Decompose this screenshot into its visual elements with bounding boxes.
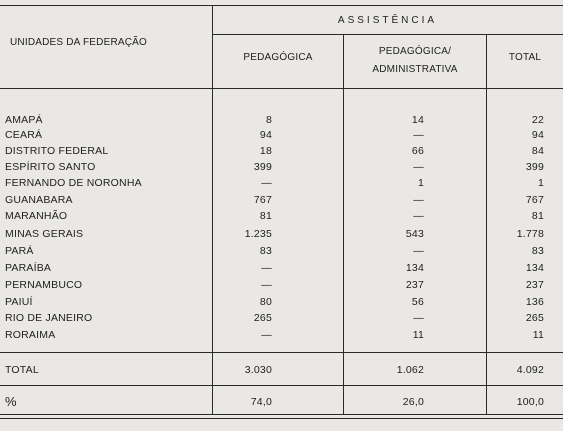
cell-pedagogica: — bbox=[261, 262, 272, 274]
percent-pedagogica-adm: 26,0 bbox=[402, 396, 424, 408]
cell-pedagogica: 18 bbox=[259, 145, 272, 157]
cell-pedagogica-adm: 11 bbox=[412, 329, 424, 341]
cell-pedagogica: 83 bbox=[259, 245, 272, 257]
cell-pedagogica: — bbox=[261, 177, 272, 189]
cell-pedagogica-adm: — bbox=[413, 161, 424, 173]
group-header-label: ASSISTÊNCIA bbox=[337, 15, 438, 26]
col-divider-1 bbox=[212, 5, 213, 415]
cell-pedagogica: 80 bbox=[259, 296, 272, 308]
row-label: GUANABARA bbox=[5, 194, 73, 206]
total-pedagogica-adm: 1.062 bbox=[396, 364, 424, 376]
col-divider-3 bbox=[486, 34, 487, 415]
row-label: RIO DE JANEIRO bbox=[5, 312, 93, 324]
cell-total: 11 bbox=[532, 329, 544, 341]
cell-total: 1.778 bbox=[516, 228, 544, 240]
cell-total: 81 bbox=[531, 210, 544, 222]
cell-total: 94 bbox=[531, 129, 544, 141]
cell-pedagogica: 8 bbox=[265, 114, 272, 126]
row-header-label: UNIDADES DA FEDERAÇÃO bbox=[10, 37, 148, 48]
cell-total: 83 bbox=[531, 245, 544, 257]
cell-total: 237 bbox=[525, 279, 544, 291]
cell-pedagogica-adm: 56 bbox=[411, 296, 424, 308]
cell-pedagogica: 399 bbox=[253, 161, 272, 173]
cell-pedagogica-adm: 237 bbox=[405, 279, 424, 291]
total-top-rule bbox=[0, 352, 563, 353]
header-bottom-rule bbox=[0, 88, 563, 89]
cell-pedagogica-adm: 1 bbox=[417, 177, 424, 189]
cell-total: 22 bbox=[531, 114, 544, 126]
col-divider-2 bbox=[343, 34, 344, 415]
total-total: 4.092 bbox=[516, 364, 544, 376]
cell-pedagogica-adm: 134 bbox=[405, 262, 424, 274]
cell-pedagogica-adm: 14 bbox=[411, 114, 424, 126]
percent-label: % bbox=[5, 394, 17, 409]
percent-total: 100,0 bbox=[516, 396, 544, 408]
total-pedagogica: 3.030 bbox=[244, 364, 272, 376]
top-rule bbox=[0, 5, 563, 6]
cell-pedagogica-adm: 543 bbox=[405, 228, 424, 240]
cell-pedagogica: — bbox=[261, 329, 272, 341]
cell-pedagogica: 265 bbox=[253, 312, 272, 324]
cell-pedagogica-adm: 66 bbox=[411, 145, 424, 157]
cell-total: 399 bbox=[525, 161, 544, 173]
cell-pedagogica: 81 bbox=[259, 210, 272, 222]
row-label: FERNANDO DE NORONHA bbox=[5, 177, 142, 189]
col-header-pedagogica-adm-line2: ADMINISTRATIVA bbox=[372, 64, 458, 75]
row-label: MARANHÃO bbox=[5, 210, 68, 222]
cell-pedagogica-adm: — bbox=[413, 210, 424, 222]
cell-pedagogica: — bbox=[261, 279, 272, 291]
row-label: PERNAMBUCO bbox=[5, 279, 83, 291]
percent-top-rule bbox=[0, 385, 563, 386]
cell-pedagogica-adm: — bbox=[413, 194, 424, 206]
row-label: CEARÁ bbox=[5, 129, 43, 141]
row-label: AMAPÁ bbox=[5, 114, 43, 126]
cell-pedagogica-adm: — bbox=[413, 245, 424, 257]
cell-total: 767 bbox=[525, 194, 544, 206]
row-label: PARÁ bbox=[5, 245, 34, 257]
col-header-pedagogica-adm-line1: PEDAGÓGICA/ bbox=[378, 46, 452, 57]
row-label: PAIUÍ bbox=[5, 296, 33, 308]
col-header-total: TOTAL bbox=[508, 52, 542, 63]
bottom-rule bbox=[0, 414, 563, 415]
cell-pedagogica: 94 bbox=[259, 129, 272, 141]
cell-total: 1 bbox=[537, 177, 544, 189]
row-label: MINAS GERAIS bbox=[5, 228, 84, 240]
row-label: DISTRITO FEDERAL bbox=[5, 145, 109, 157]
percent-pedagogica: 74,0 bbox=[250, 396, 272, 408]
cell-total: 136 bbox=[525, 296, 544, 308]
row-label: PARAÍBA bbox=[5, 262, 52, 274]
row-label: ESPÍRITO SANTO bbox=[5, 161, 96, 173]
cell-pedagogica-adm: — bbox=[413, 312, 424, 324]
cell-pedagogica-adm: — bbox=[413, 129, 424, 141]
group-header-rule bbox=[212, 34, 563, 35]
row-label: RORAIMA bbox=[5, 329, 56, 341]
cell-pedagogica: 767 bbox=[253, 194, 272, 206]
bottom-rule-double bbox=[0, 418, 563, 419]
cell-pedagogica: 1.235 bbox=[244, 228, 272, 240]
cell-total: 134 bbox=[525, 262, 544, 274]
cell-total: 265 bbox=[525, 312, 544, 324]
total-label: TOTAL bbox=[5, 364, 39, 376]
col-header-pedagogica: PEDAGÓGICA bbox=[243, 52, 313, 63]
cell-total: 84 bbox=[531, 145, 544, 157]
